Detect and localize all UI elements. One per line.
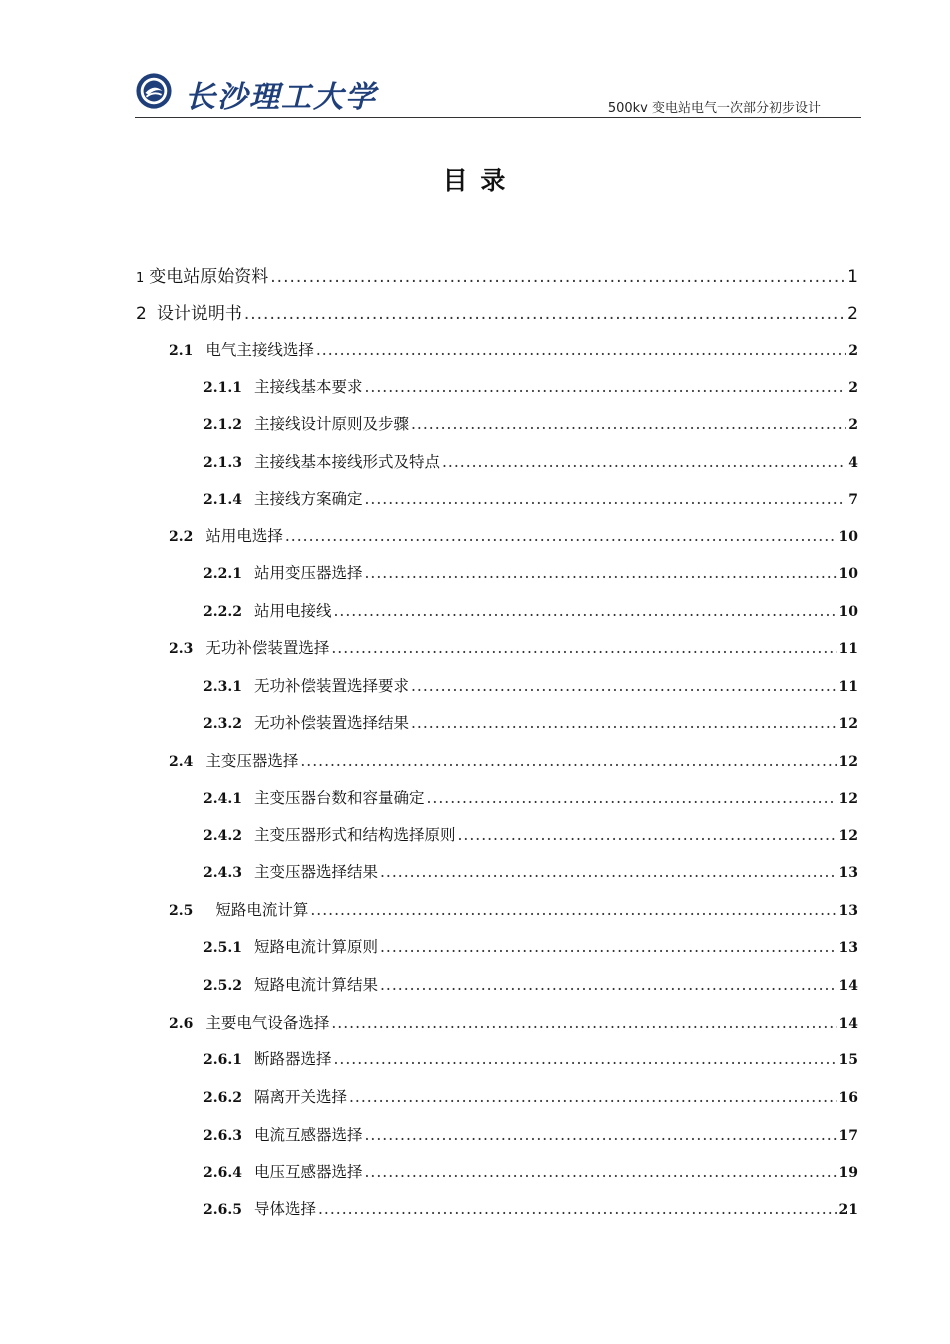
toc-leader-dots bbox=[310, 901, 836, 919]
toc-leader-dots bbox=[411, 677, 837, 695]
toc-entry-page: 11 bbox=[838, 641, 858, 657]
toc-leader-dots bbox=[316, 341, 846, 359]
toc-leader-dots bbox=[380, 938, 837, 956]
toc-leader-dots bbox=[365, 490, 847, 508]
toc-entry[interactable] bbox=[203, 1047, 858, 1069]
toc-entry-label: 设计说明书 bbox=[156, 304, 242, 324]
toc-leader-dots bbox=[427, 789, 837, 807]
toc-entry[interactable] bbox=[203, 1085, 858, 1107]
toc-entry-label: 无功补偿装置选择要求 bbox=[253, 677, 409, 695]
toc-entry-number: 2.6 bbox=[169, 1016, 194, 1032]
toc-entry-label: 站用变压器选择 bbox=[253, 564, 363, 582]
toc-entry-label: 电流互感器选择 bbox=[253, 1126, 363, 1144]
toc-entry-label: 主接线基本要求 bbox=[253, 378, 363, 396]
university-seal-icon bbox=[135, 72, 173, 110]
toc-entry-label: 主变压器选择 bbox=[205, 752, 299, 770]
toc-entry-number: 2.5.1 bbox=[203, 940, 242, 956]
toc-entry-number: 2.1.1 bbox=[203, 380, 242, 396]
toc-entry-number: 2 bbox=[136, 304, 147, 324]
toc-entry-page: 15 bbox=[838, 1052, 858, 1068]
toc-leader-dots bbox=[334, 602, 837, 620]
toc-entry-number: 2.1.2 bbox=[203, 417, 242, 433]
toc-entry[interactable] bbox=[203, 1160, 858, 1182]
toc-entry-number: 2.6.3 bbox=[203, 1128, 242, 1144]
toc-leader-dots bbox=[458, 826, 837, 844]
toc-entry-number: 2.5.2 bbox=[203, 978, 242, 994]
toc-entry-number: 2.6.2 bbox=[203, 1090, 242, 1106]
toc-leader-dots bbox=[300, 752, 836, 770]
toc-entry-number: 2.4.2 bbox=[203, 828, 242, 844]
toc-entry-page: 4 bbox=[848, 455, 858, 471]
toc-entry-number: 2.6.5 bbox=[203, 1202, 242, 1218]
toc-entry-label: 主接线方案确定 bbox=[253, 490, 363, 508]
toc-entry-page: 13 bbox=[838, 903, 858, 919]
toc-entry-page: 10 bbox=[838, 604, 858, 620]
toc-entry-number: 2.1.3 bbox=[203, 455, 242, 471]
toc-entry-number: 2.1 bbox=[169, 343, 194, 359]
document-title: 500kv 变电站电气一次部分初步设计 bbox=[607, 101, 821, 116]
toc-leader-dots bbox=[380, 976, 837, 994]
toc-entry-label: 导体选择 bbox=[253, 1200, 316, 1218]
toc-entry-label: 主接线基本接线形式及特点 bbox=[253, 453, 440, 471]
toc-entry[interactable] bbox=[203, 711, 858, 733]
toc-entry[interactable] bbox=[136, 262, 858, 287]
toc-entry-page: 11 bbox=[838, 679, 858, 695]
toc-entry-label: 主接线设计原则及步骤 bbox=[253, 415, 409, 433]
toc-entry-page: 12 bbox=[838, 791, 858, 807]
toc-entry[interactable] bbox=[203, 599, 858, 621]
toc-leader-dots bbox=[411, 415, 846, 433]
toc-entry[interactable] bbox=[203, 561, 858, 583]
toc-entry-page: 13 bbox=[838, 940, 858, 956]
toc-entry[interactable] bbox=[169, 338, 858, 360]
toc-entry-number: 2.3.2 bbox=[203, 716, 242, 732]
toc-entry-label: 电气主接线选择 bbox=[205, 341, 314, 359]
page-title: 目 录 bbox=[442, 166, 508, 195]
toc-entry[interactable] bbox=[203, 973, 858, 995]
toc-entry-page: 7 bbox=[848, 492, 858, 508]
toc-leader-dots bbox=[365, 1126, 837, 1144]
toc-entry[interactable] bbox=[203, 674, 858, 696]
toc-entry-page: 2 bbox=[848, 343, 858, 359]
toc-entry-label: 站用电选择 bbox=[205, 527, 283, 545]
toc-entry-page: 2 bbox=[847, 304, 858, 324]
toc-entry[interactable] bbox=[203, 860, 858, 882]
toc-entry-page: 10 bbox=[838, 529, 858, 545]
toc-entry-number: 2.4.3 bbox=[203, 865, 242, 881]
toc-entry-label: 短路电流计算原则 bbox=[253, 938, 378, 956]
toc-entry-page: 13 bbox=[838, 865, 858, 881]
toc-leader-dots bbox=[380, 863, 837, 881]
toc-entry-page: 12 bbox=[838, 828, 858, 844]
toc-entry-page: 12 bbox=[838, 754, 858, 770]
toc-leader-dots bbox=[365, 1163, 837, 1181]
toc-entry[interactable] bbox=[169, 749, 858, 771]
toc-entry-page: 2 bbox=[848, 417, 858, 433]
toc-entry-label: 主变压器选择结果 bbox=[253, 863, 378, 881]
toc-entry-page: 1 bbox=[847, 267, 858, 287]
toc-entry-number: 2.1.4 bbox=[203, 492, 242, 508]
toc-entry-label: 主要电气设备选择 bbox=[205, 1014, 330, 1032]
toc-entry[interactable] bbox=[169, 898, 858, 920]
toc-entry-number: 2.6.4 bbox=[203, 1165, 242, 1181]
toc-entry-label: 断路器选择 bbox=[253, 1050, 332, 1068]
toc-entry-number: 2.2.1 bbox=[203, 566, 242, 582]
toc-leader-dots bbox=[365, 378, 847, 396]
toc-leader-dots bbox=[442, 453, 846, 471]
toc-entry-label: 站用电接线 bbox=[253, 602, 332, 620]
toc-entry-page: 14 bbox=[838, 1016, 858, 1032]
toc-entry-label: 主变压器形式和结构选择原则 bbox=[253, 826, 456, 844]
header-divider bbox=[135, 117, 861, 118]
toc-leader-dots bbox=[318, 1200, 837, 1218]
toc-entry[interactable] bbox=[203, 487, 858, 509]
toc-leader-dots bbox=[331, 1014, 836, 1032]
toc-entry-number: 2.2 bbox=[169, 529, 194, 545]
toc-entry-number: 2.3.1 bbox=[203, 679, 242, 695]
toc-entry-label: 短路电流计算结果 bbox=[253, 976, 378, 994]
toc-entry[interactable] bbox=[169, 636, 858, 658]
toc-entry-page: 21 bbox=[838, 1202, 858, 1218]
toc-leader-dots bbox=[349, 1088, 837, 1106]
page-header bbox=[135, 66, 861, 118]
toc-entry-page: 2 bbox=[848, 380, 858, 396]
toc-entry[interactable] bbox=[203, 823, 858, 845]
toc-entry-label: 主变压器台数和容量确定 bbox=[253, 789, 425, 807]
toc-entry-number: 2.5 bbox=[169, 903, 194, 919]
toc-leader-dots bbox=[411, 714, 837, 732]
toc-entry[interactable] bbox=[203, 786, 858, 808]
toc-entry[interactable] bbox=[203, 375, 858, 397]
toc-entry-number: 1 bbox=[136, 271, 145, 286]
toc-leader-dots bbox=[285, 527, 837, 545]
toc-entry-number: 2.6.1 bbox=[203, 1052, 242, 1068]
toc-entry-label: 无功补偿装置选择结果 bbox=[253, 714, 409, 732]
toc-entry-page: 16 bbox=[838, 1090, 858, 1106]
toc-entry-label: 电压互感器选择 bbox=[253, 1163, 363, 1181]
toc-entry[interactable] bbox=[169, 1011, 858, 1033]
toc-leader-dots bbox=[244, 304, 845, 324]
toc-entry-page: 17 bbox=[838, 1128, 858, 1144]
toc-entry[interactable] bbox=[203, 935, 858, 957]
toc-entry[interactable] bbox=[169, 524, 858, 546]
toc-entry-label: 隔离开关选择 bbox=[253, 1088, 347, 1106]
toc-entry-number: 2.2.2 bbox=[203, 604, 242, 620]
toc-entry-label: 变电站原始资料 bbox=[149, 267, 269, 287]
toc-entry-page: 14 bbox=[838, 978, 858, 994]
toc-entry-number: 2.4.1 bbox=[203, 791, 242, 807]
toc-entry-label: 无功补偿装置选择 bbox=[205, 639, 330, 657]
toc-entry[interactable] bbox=[203, 1123, 858, 1145]
toc-entry-number: 2.3 bbox=[169, 641, 194, 657]
toc-entry[interactable] bbox=[203, 412, 858, 434]
toc-entry-page: 12 bbox=[838, 716, 858, 732]
toc-leader-dots bbox=[331, 639, 836, 657]
toc-leader-dots bbox=[270, 267, 845, 287]
toc-entry-number: 2.4 bbox=[169, 754, 194, 770]
toc-entry-page: 10 bbox=[838, 566, 858, 582]
toc-entry[interactable] bbox=[203, 450, 858, 472]
toc-entry-label: 短路电流计算 bbox=[215, 901, 309, 919]
toc-entry-page: 19 bbox=[838, 1165, 858, 1181]
toc-leader-dots bbox=[334, 1050, 837, 1068]
toc-leader-dots bbox=[365, 564, 837, 582]
university-name: 长沙理工大学 bbox=[185, 80, 377, 115]
toc-entry[interactable] bbox=[136, 299, 858, 324]
toc-entry[interactable] bbox=[203, 1197, 858, 1219]
